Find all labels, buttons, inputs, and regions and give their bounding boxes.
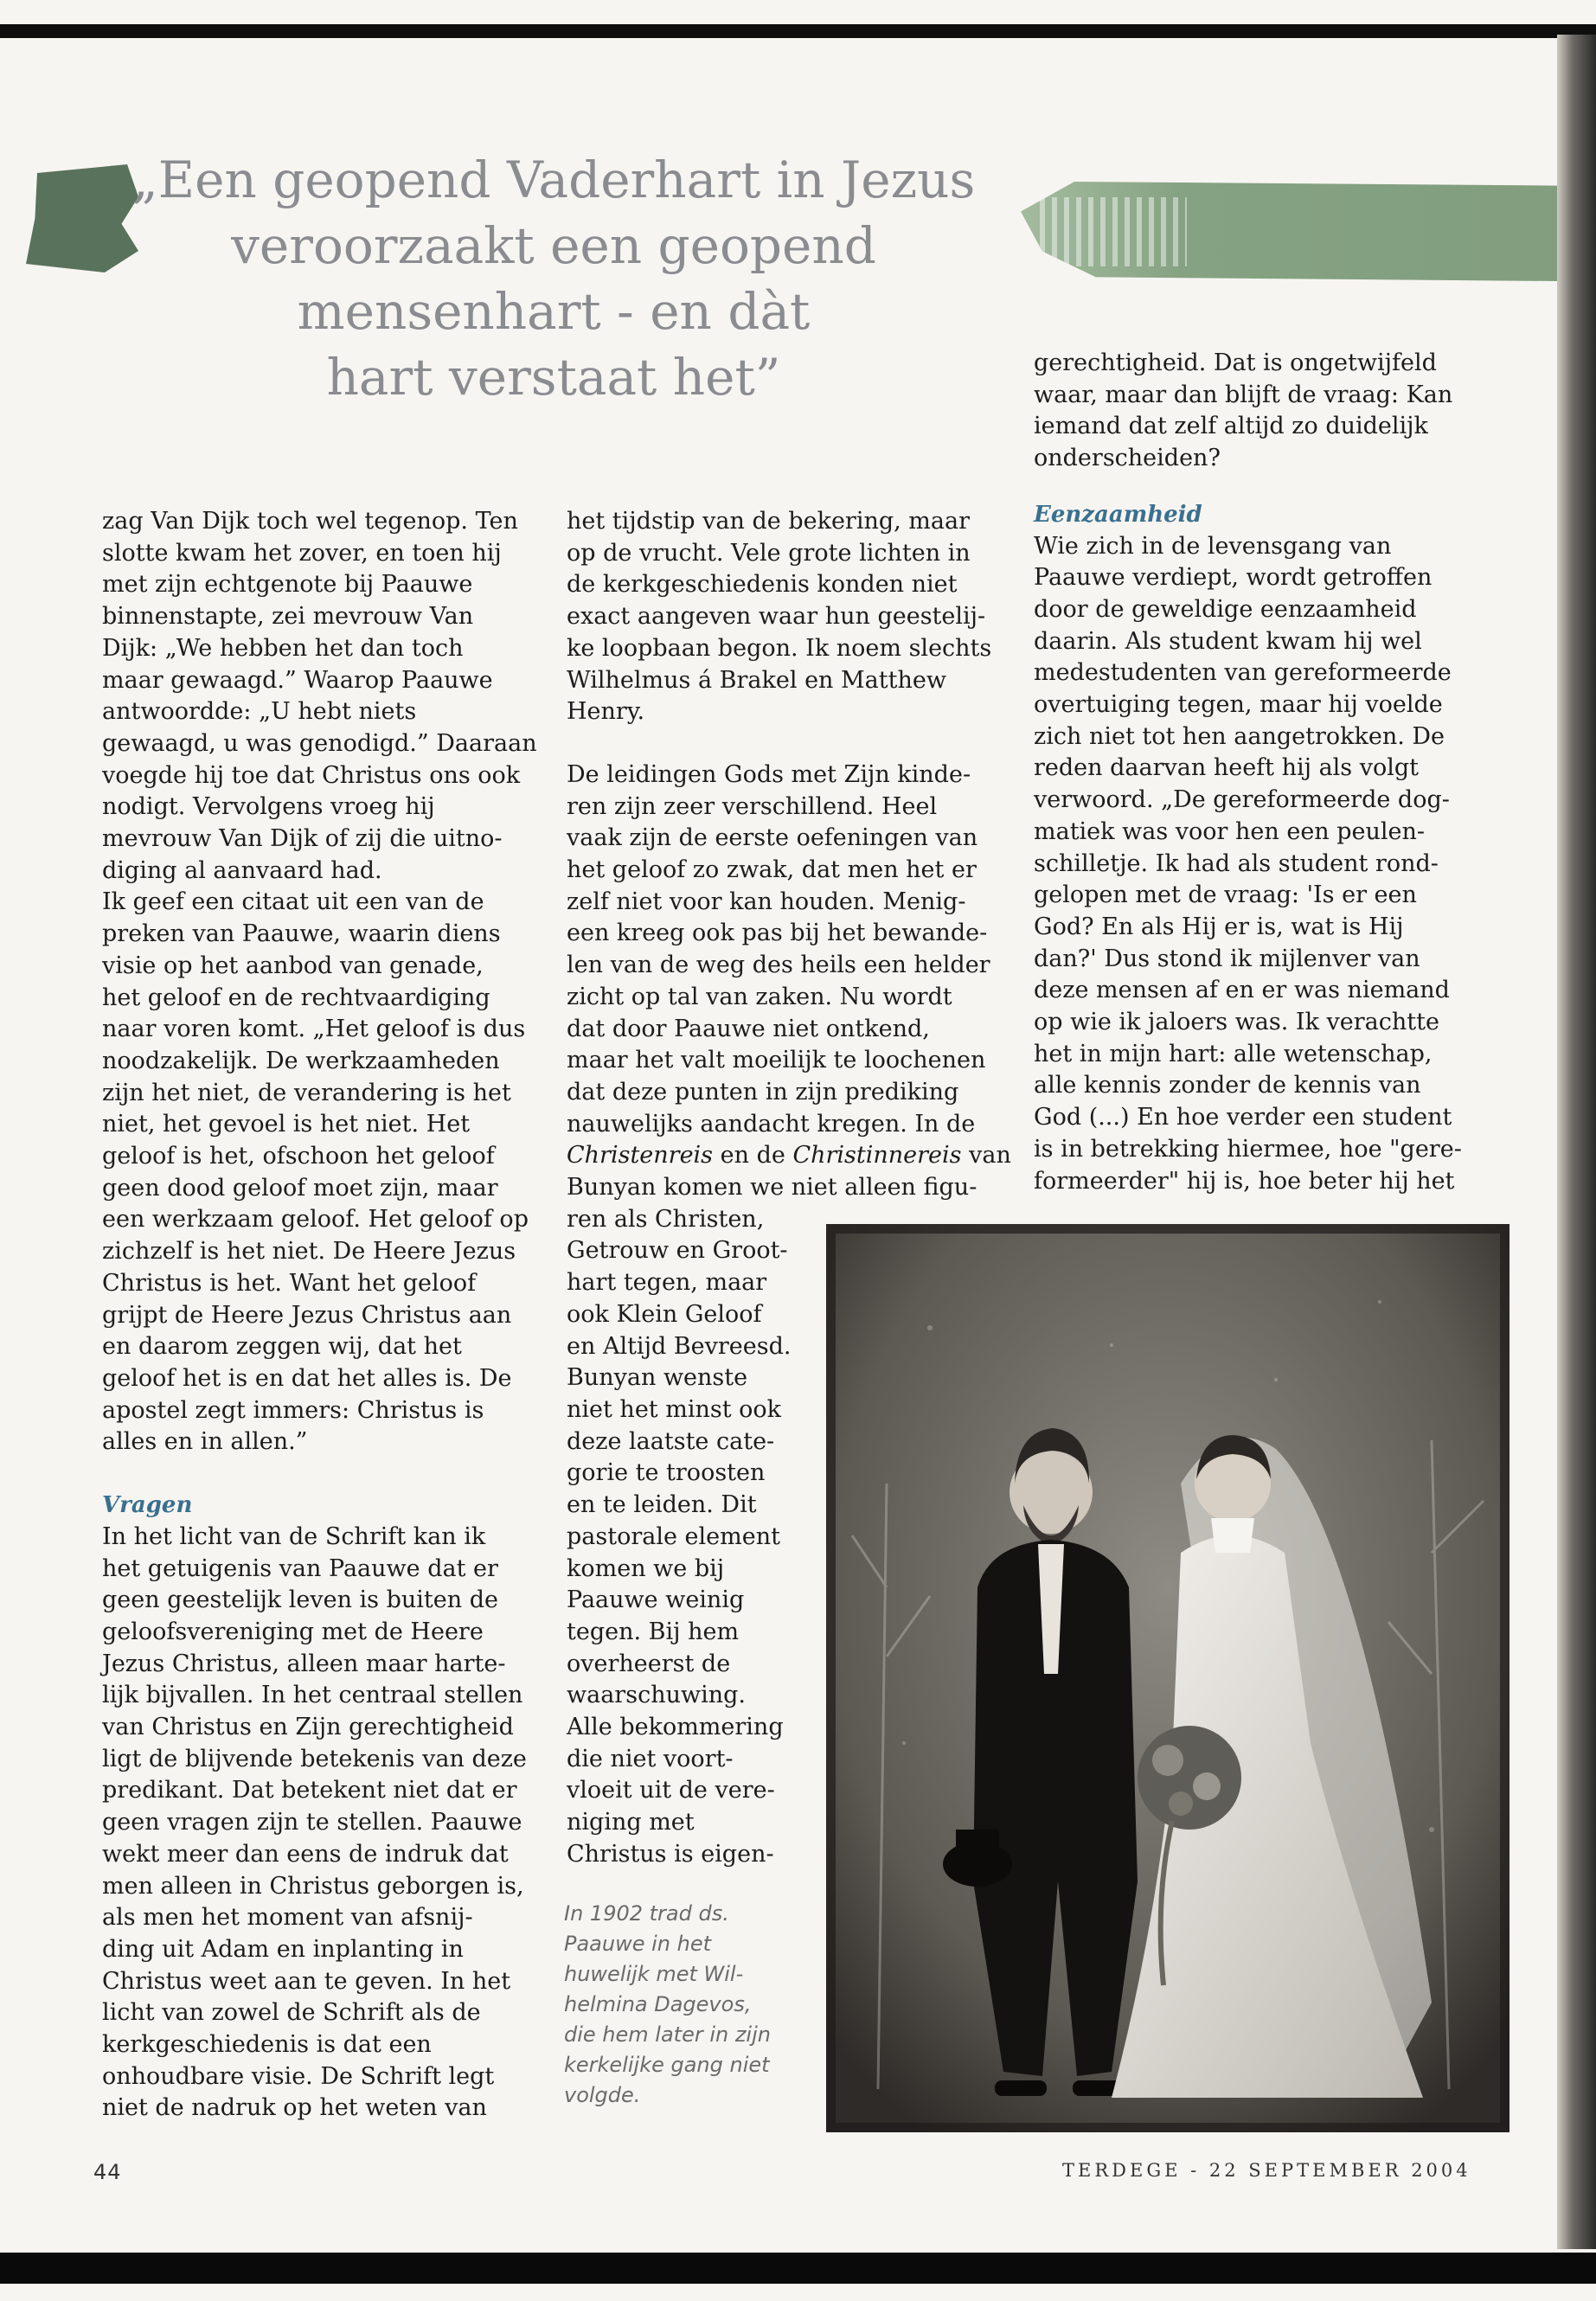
text-line: geloof het is en dat het alles is. De — [102, 1364, 512, 1392]
wedding-photo-illustration — [826, 1224, 1509, 2132]
text-line: voegde hij toe dat Christus ons ook — [102, 761, 521, 789]
pull-quote-line: hart verstaat het” — [326, 348, 781, 407]
text-line: Wie zich in de levensgang van — [1034, 532, 1392, 560]
text-line: antwoordde: „U hebt niets — [102, 698, 417, 726]
text-line: apostel zegt immers: Christus is — [102, 1396, 484, 1424]
paragraph — [567, 506, 1008, 728]
text-line: Ik geef een citaat uit een van de — [102, 888, 484, 916]
text-line: Paauwe verdiept, wordt getroffen — [1034, 564, 1433, 592]
text-line: Henry. — [567, 698, 645, 726]
text-line: en daarom zeggen wij, dat het — [102, 1333, 462, 1361]
scan-right-edge — [1557, 35, 1596, 2249]
text-line: pastorale element — [567, 1522, 780, 1550]
text-line: en Altijd Bevreesd. — [567, 1332, 792, 1360]
publication-footer: TERDEGE - 22 SEPTEMBER 2004 — [1062, 2160, 1471, 2181]
text-line: geloof is het, ofschoon het geloof — [102, 1143, 495, 1170]
text-line: maar het valt moeilijk te loochenen — [567, 1047, 986, 1074]
text-line: gorie te troosten — [567, 1459, 766, 1487]
text-line: helmina Dagevos, — [564, 1992, 752, 2016]
scan-bottom-border — [0, 2253, 1596, 2284]
text-line: men alleen in Christus geborgen is, — [102, 1872, 524, 1900]
text-line: het in mijn hart: alle wetenschap, — [1034, 1040, 1433, 1067]
text-line: onhoudbare visie. De Schrift legt — [102, 2062, 495, 2090]
text-line: God? En als Hij er is, wat is Hij — [1034, 913, 1404, 940]
text-line: De leidingen Gods met Zijn kinde- — [567, 760, 971, 788]
text-line: het geloof en de rechtvaardiging — [102, 984, 490, 1011]
text-line: ook Klein Geloof — [567, 1300, 762, 1328]
text-line: licht van zowel de Schrift als de — [102, 1999, 481, 2027]
text-column-1 — [102, 506, 537, 2125]
text-line: Alle bekommering — [567, 1714, 784, 1741]
text-line: nodigt. Vervolgens vroeg hij — [102, 793, 435, 821]
text-line: kerkgeschiedenis is dat een — [102, 2031, 432, 2059]
paragraph — [1034, 348, 1466, 475]
text-line: Dijk: „We hebben het dan toch — [102, 634, 464, 662]
text-line: binnenstapte, zei mevrouw Van — [102, 603, 474, 631]
text-line: waar, maar dan blijft de vraag: Kan — [1034, 381, 1453, 408]
text-line: het tijdstip van de bekering, maar — [567, 508, 971, 535]
text-line: deze mensen af en er was niemand — [1034, 977, 1450, 1004]
text-line: noodzakelijk. De werkzaamheden — [102, 1047, 500, 1074]
text-line: overheerst de — [567, 1650, 731, 1677]
text-line: iemand dat zelf altijd zo duidelijk — [1034, 413, 1428, 440]
brush-decoration-right — [1021, 182, 1557, 281]
text-line: zicht op tal van zaken. Nu wordt — [567, 983, 952, 1010]
text-line: In 1902 trad ds. — [564, 1901, 729, 1926]
text-line: waarschuwing. — [567, 1682, 746, 1709]
paragraph — [102, 506, 537, 1458]
text-line: op de vrucht. Vele grote lichten in — [567, 539, 971, 567]
text-line: Paauwe weinig — [567, 1586, 745, 1614]
text-line: predikant. Dat betekent niet dat er — [102, 1777, 517, 1804]
section-heading-eenzaamheid: Eenzaamheid — [1034, 501, 1202, 528]
text-line: God (...) En hoe verder een student — [1034, 1104, 1452, 1131]
text-line: Christenreis en de Christinnereis van — [567, 1142, 1011, 1170]
text-line: het geloof zo zwak, dat men het er — [567, 856, 977, 884]
wedding-photo — [826, 1224, 1509, 2132]
text-line: exact aangeven waar hun geestelij- — [567, 603, 986, 631]
text-line: kerkelijke gang niet — [564, 2053, 770, 2077]
text-line: gelopen met de vraag: 'Is er een — [1034, 881, 1417, 909]
text-line: gerechtigheid. Dat is ongetwijfeld — [1034, 349, 1437, 376]
text-line: zijn het niet, de verandering is het — [102, 1079, 511, 1106]
text-line: niet het minst ook — [567, 1395, 782, 1423]
text-line: verwoord. „De gereformeerde dog- — [1034, 786, 1450, 814]
text-line: preken van Paauwe, waarin diens — [102, 920, 501, 948]
text-line: geloofsvereniging met de Heere — [102, 1618, 484, 1645]
text-line: komen we bij — [567, 1554, 725, 1582]
text-line: visie op het aanbod van genade, — [102, 952, 484, 979]
scan-top-border — [0, 24, 1596, 38]
page-number: 44 — [93, 2160, 122, 2184]
text-line: huwelijk met Wil- — [564, 1962, 744, 1986]
text-line: geen vragen zijn te stellen. Paauwe — [102, 1809, 522, 1836]
text-line: en te leiden. Dit — [567, 1491, 757, 1519]
text-line: maar gewaagd.” Waarop Paauwe — [102, 666, 493, 694]
text-line: geen dood geloof moet zijn, maar — [102, 1174, 498, 1202]
text-line: alles en in allen.” — [102, 1428, 308, 1456]
text-line: tegen. Bij hem — [567, 1618, 740, 1645]
text-line: schilletje. Ik had als student rond- — [1034, 849, 1439, 877]
text-line: formeerder" hij is, hoe beter hij het — [1034, 1167, 1455, 1195]
text-line: die niet voort- — [567, 1745, 734, 1772]
text-line: len van de weg des heils een helder — [567, 952, 990, 979]
text-line: ren als Christen, — [567, 1205, 765, 1233]
text-line: overtuiging tegen, maar hij voelde — [1034, 691, 1443, 719]
text-line: die hem later in zijn — [564, 2022, 771, 2047]
text-line: diging al aanvaard had. — [102, 856, 382, 884]
text-line: ligt de blijvende betekenis van deze — [102, 1745, 527, 1772]
text-line: als men het moment van afsnij- — [102, 1904, 473, 1932]
text-line: de kerkgeschiedenis konden niet — [567, 571, 958, 599]
text-line: slotte kwam het zover, en toen hij — [102, 539, 502, 567]
paragraph — [1034, 531, 1466, 1198]
text-line: Wilhelmus á Brakel en Matthew — [567, 666, 946, 694]
text-line: In het licht van de Schrift kan ik — [102, 1522, 486, 1550]
section-heading-vragen: Vragen — [102, 1492, 193, 1519]
text-line: deze laatste cate- — [567, 1427, 775, 1455]
text-line: dan?' Dus stond ik mijlenver van — [1034, 945, 1420, 972]
pull-quote-line: „Een geopend Vaderhart in Jezus — [131, 151, 976, 209]
text-line: ke loopbaan begon. Ik noem slechts — [567, 634, 992, 662]
text-line: Jezus Christus, alleen maar harte- — [102, 1650, 506, 1677]
text-line: op wie ik jaloers was. Ik verachtte — [1034, 1009, 1439, 1036]
text-line: onderscheiden? — [1034, 445, 1221, 472]
text-line: met zijn echtgenote bij Paauwe — [102, 571, 473, 599]
text-line: door de geweldige eenzaamheid — [1034, 595, 1417, 623]
paragraph — [567, 760, 1008, 1140]
pull-quote-line: mensenhart - en dàt — [297, 282, 811, 341]
text-line: is in betrekking hiermee, hoe "gere- — [1034, 1135, 1462, 1163]
text-line: zag Van Dijk toch wel tegenop. Ten — [102, 508, 518, 535]
text-line: medestudenten van gereformeerde — [1034, 659, 1452, 687]
text-line: vloeit uit de vere- — [567, 1777, 775, 1804]
text-line: Paauwe in het — [564, 1932, 712, 1956]
text-line: zich niet tot hen aangetrokken. De — [1034, 722, 1445, 750]
text-line: matiek was voor hen een peulen- — [1034, 817, 1426, 845]
text-line: Christus is eigen- — [567, 1840, 774, 1868]
text-line: mevrouw Van Dijk of zij die uitno- — [102, 825, 503, 853]
text-line: daarin. Als student kwam hij wel — [1034, 627, 1422, 655]
text-line: Christus weet aan te geven. In het — [102, 1967, 511, 1995]
text-line: niet, het gevoel is het niet. Het — [102, 1111, 471, 1138]
text-line: lijk bijvallen. In het centraal stellen — [102, 1682, 523, 1709]
text-line: geen geestelijk leven is buiten de — [102, 1586, 498, 1614]
text-line: niging met — [567, 1809, 695, 1836]
text-line: het getuigenis van Paauwe dat er — [102, 1554, 498, 1582]
text-line: zelf niet voor kan houden. Menig- — [567, 888, 966, 915]
text-line: een werkzaam geloof. Het geloof op — [102, 1206, 529, 1234]
text-line: wekt meer dan eens de indruk dat — [102, 1840, 509, 1868]
text-line: grijpt de Heere Jezus Christus aan — [102, 1301, 512, 1329]
text-line: gewaagd, u was genodigd.” Daaraan — [102, 729, 537, 757]
paragraph — [102, 1522, 526, 2125]
text-line: hart tegen, maar — [567, 1269, 767, 1297]
text-line: naar voren komt. „Het geloof is dus — [102, 1016, 526, 1043]
text-line: vaak zijn de eerste oefeningen van — [567, 824, 978, 852]
pull-quote — [121, 147, 986, 410]
text-line: een kreeg ook pas bij het bewande- — [567, 920, 988, 947]
text-line: dat door Paauwe niet ontkend, — [567, 1015, 930, 1042]
text-line: niet de nadruk op het weten van — [102, 2094, 487, 2122]
text-line: Bunyan komen we niet alleen figu- — [567, 1174, 977, 1202]
text-line: Christus is het. Want het geloof — [102, 1269, 477, 1297]
text-line: reden daarvan heeft hij als volgt — [1034, 754, 1420, 782]
text-line: nauwelijks aandacht kregen. In de — [567, 1110, 976, 1138]
text-line: ren zijn zeer verschillend. Heel — [567, 792, 938, 820]
text-line: zichzelf is het niet. De Heere Jezus — [102, 1238, 516, 1266]
text-line: dat deze punten in zijn prediking — [567, 1078, 959, 1106]
text-line: volgde. — [564, 2083, 641, 2107]
text-line: van Christus en Zijn gerechtigheid — [102, 1714, 514, 1741]
photo-caption — [564, 1899, 798, 2111]
text-line: Bunyan wenste — [567, 1364, 748, 1392]
text-column-3 — [1034, 348, 1466, 1197]
text-line: ding uit Adam en inplanting in — [102, 1935, 464, 1963]
text-line: Getrouw en Groot- — [567, 1237, 788, 1265]
pull-quote-line: veroorzaakt een geopend — [231, 216, 876, 275]
text-line: alle kennis zonder de kennis van — [1034, 1072, 1421, 1099]
